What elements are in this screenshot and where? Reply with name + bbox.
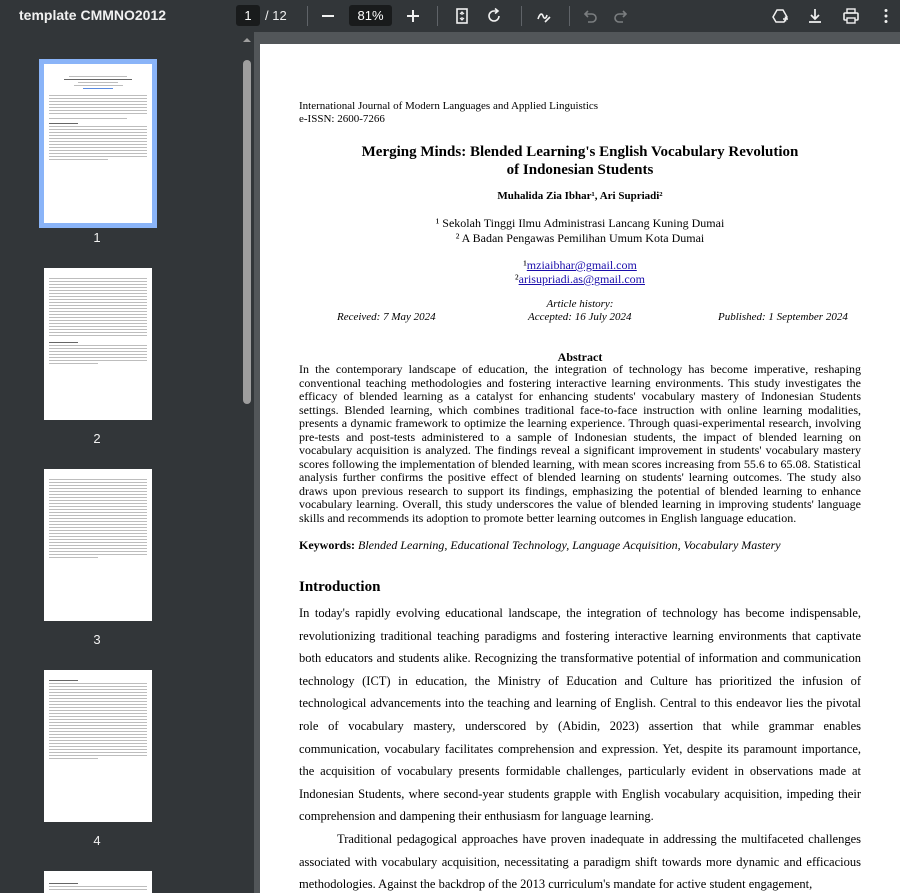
email-2-sup: ² (515, 272, 519, 286)
annotate-icon[interactable] (532, 4, 556, 28)
thumbnail-text (49, 76, 147, 162)
affiliations (260, 216, 900, 246)
email-link-1[interactable]: mziaibhar@gmail.com (526, 258, 637, 272)
minus-icon[interactable] (316, 4, 340, 28)
thumbnail-label-2: 2 (93, 431, 101, 446)
plus-icon[interactable] (401, 4, 425, 28)
thumbnail-text (49, 479, 147, 560)
received-date: Received: 7 May 2024 (337, 311, 436, 323)
thumbnail-label-4: 4 (93, 833, 101, 848)
emails (260, 258, 900, 286)
sidebar-scrollbar[interactable] (240, 32, 254, 893)
download-icon[interactable] (803, 4, 827, 28)
more-icon[interactable] (874, 4, 898, 28)
paper-title (340, 143, 820, 179)
pdf-page (260, 44, 900, 893)
journal-issn: e-ISSN: 2600-7266 (299, 113, 385, 125)
page-thumbnail-5[interactable] (44, 871, 152, 893)
keywords-list: Blended Learning, Educational Technology, Language Acquisition, Vocabulary Mastery (358, 538, 781, 552)
section-heading: Introduction (299, 579, 381, 595)
accepted-date: Accepted: 16 July 2024 (528, 311, 632, 323)
journal-header (299, 100, 598, 126)
title-line-2: of Indonesian Students (506, 162, 654, 178)
page-thumbnail-1[interactable] (44, 64, 152, 223)
scrollbar-thumb[interactable] (243, 60, 251, 404)
thumbnail-text (49, 883, 147, 892)
keywords (299, 538, 861, 553)
published-date: Published: 1 September 2024 (718, 311, 848, 323)
paragraph: In today's rapidly evolving educational landscape, the integration of technology has become indispensable, revolutionizing traditional teaching paradigms and fostering interactive learning environments that captivate both educators and students alike. Recognizing the transformative potential of information and communication technology (ICT) in education, the Ministry of Education and Culture has prioritized the infusion of technological advancements into the teaching and learning of English. Central to this endeavor lies the pivotal role of vocabulary mastery, underscored by (Abidin, 2023) assertion that while grammar enables communication, vocabulary facilitates comprehension and expression. Yet, despite its paramount importance, the acquisition of vocabulary presents formidable challenges, particularly evident in observations made at Indonesian Students, where second-year students grapple with English vocabulary acquisition, impeding their comprehension and dampening their enthusiasm for language learning. (299, 606, 861, 824)
page-thumbnail-3[interactable] (44, 469, 152, 621)
document-title: template CMMNO2012 (19, 7, 167, 23)
toolbar-divider (521, 6, 522, 26)
email-link-2[interactable]: arisupriadi.as@gmail.com (518, 272, 645, 286)
scroll-up-icon[interactable] (243, 36, 251, 44)
toolbar-divider (569, 6, 570, 26)
thumbnail-sidebar (0, 32, 240, 893)
journal-name: International Journal of Modern Languages and Applied Linguistics (299, 100, 599, 112)
zoom-input[interactable]: 81% (349, 5, 392, 26)
thumbnail-text (49, 680, 147, 761)
paragraph: Traditional pedagogical approaches have proven inadequate in addressing the multifaceted challenges associated with vocabulary acquisition, necessitating a paradigm shift towards more dynamic and efficacious methodologies. Against the backdrop of the 2013 curriculum's mandate for active student engagement, (299, 831, 861, 892)
abstract-body: In the contemporary landscape of education, the integration of technology has become imperative, reshaping conventional teaching methodologies and fostering interactive learning environments. This study investigates the efficacy of blended learning as a catalyst for enhancing students' vocabulary mastery of Indonesian Students settings. Blended learning, which combines traditional face-to-face instruction with online learning modalities, presents a dynamic framework to optimize the learning experience. Through quasi-experimental research, involving pre-tests and post-tests administered to a sample of Indonesian students, the impact of blended learning on vocabulary acquisition is analyzed. The findings reveal a significant improvement in students' vocabulary mastery scores following the implementation of blended learning, with mean scores increasing from 55.6 to 65.08. Statistical analysis further confirms the positive effect of blended learning on students' learning outcomes. The study also draws upon previous research to support its findings, emphasizing the potential of blended learning to enhance vocabulary learning. Overall, this study underscores the value of blended learning in improving students' language skills and recommends its adoption to promote better learning outcomes in English language education. (299, 362, 861, 525)
intro-body (299, 602, 861, 893)
title-line-1: Merging Minds: Blended Learning's English Vocabulary Revolution (361, 144, 799, 160)
redo-icon[interactable] (609, 4, 633, 28)
thumbnail-label-1: 1 (93, 230, 101, 245)
undo-icon[interactable] (578, 4, 602, 28)
affiliation-1: ¹ Sekolah Tinggi Ilmu Administrasi Lancang Kuning Dumai (435, 216, 725, 230)
history-label: Article history: (546, 298, 614, 310)
fit-page-icon[interactable] (450, 4, 474, 28)
authors: Muhalida Zia Ibhar¹, Ari Supriadi² (497, 190, 663, 202)
keywords-label: Keywords: (299, 538, 355, 552)
affiliation-2: ² A Badan Pengawas Pemilihan Umum Kota Dumai (455, 231, 705, 245)
toolbar-divider (307, 6, 308, 26)
page-thumbnail-2[interactable] (44, 268, 152, 420)
email-1-sup: ¹ (523, 258, 527, 272)
page-total: / 12 (265, 8, 287, 23)
toolbar-divider (437, 6, 438, 26)
abstract-title: Abstract (557, 350, 603, 364)
add-drive-icon[interactable] (768, 4, 792, 28)
thumbnail-text (49, 278, 147, 366)
page-number-input[interactable]: 1 (236, 5, 260, 26)
pdf-toolbar (0, 0, 900, 32)
page-thumbnail-4[interactable] (44, 670, 152, 822)
thumbnail-label-3: 3 (93, 632, 101, 647)
print-icon[interactable] (839, 4, 863, 28)
rotate-icon[interactable] (482, 4, 506, 28)
document-viewer (254, 32, 900, 893)
